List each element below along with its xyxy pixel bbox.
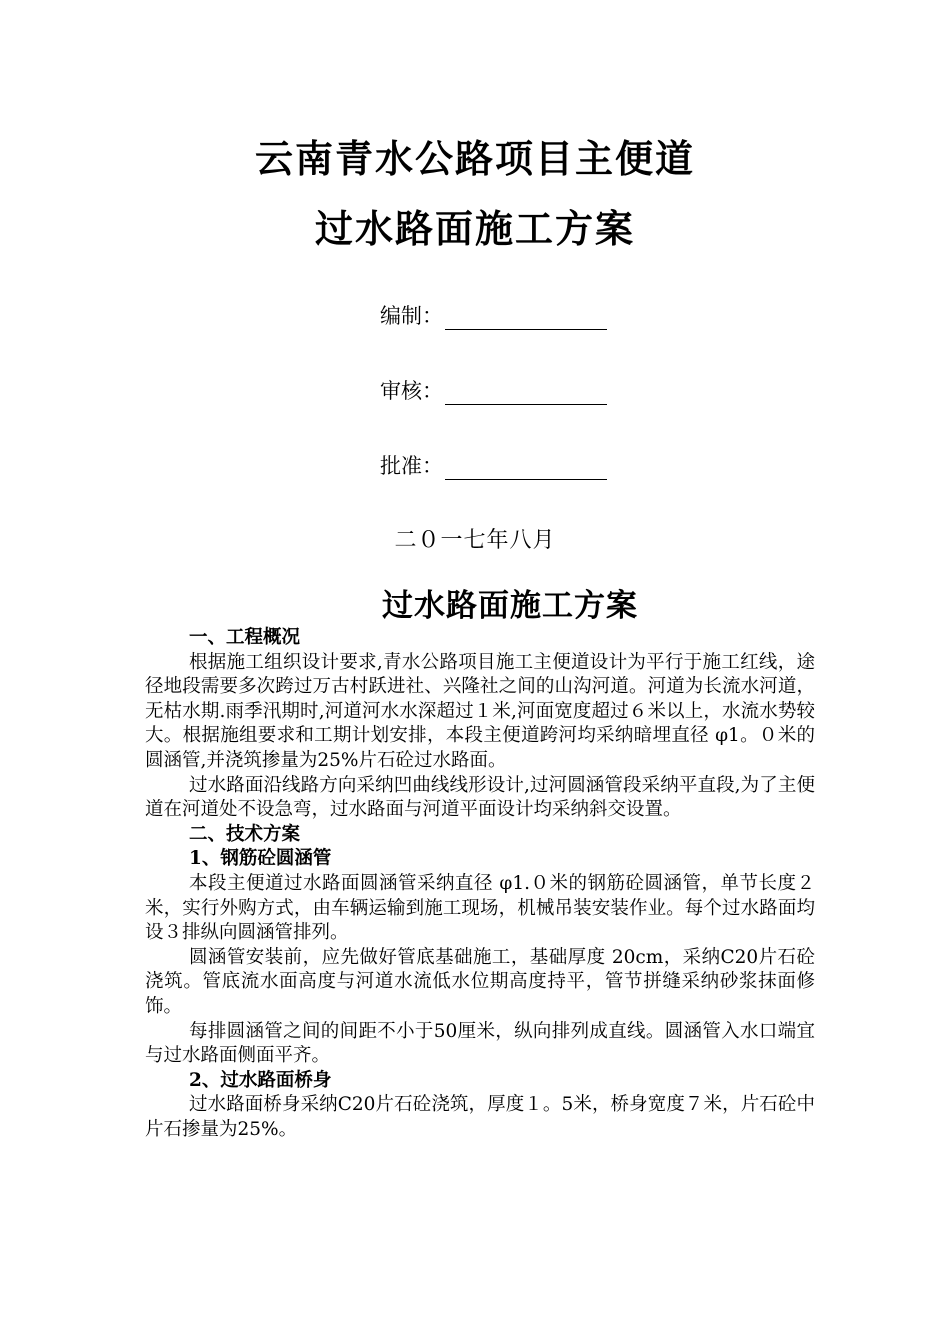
- culvert-paragraph-2: 圆涵管安装前，应先做好管底基础施工，基础厚度 20cm，采纳C20片石砼浇筑。管底流水面高度与河道水流低水位期高度持平，管节拼缝采纳砂浆抹面修饰。: [145, 946, 815, 1017]
- approve-sign-row: [380, 450, 607, 480]
- document-body: [145, 626, 815, 1142]
- compile-label: 编制：: [380, 304, 443, 328]
- road-body-paragraph-1: 过水路面桥身采纳C20片石砼浇筑，厚度１。5米，桥身宽度７米，片石砼中片石掺量为25%。: [145, 1094, 815, 1140]
- culvert-paragraph-1: 本段主便道过水路面圆涵管采纳直径 φ1.０米的钢筋砼圆涵管，单节长度２米，实行外购方式，由车辆运输到施工现场，机械吊装安装作业。每个过水路面均设３排纵向圆涵管排列。: [145, 872, 815, 944]
- cover-date: 二０一七年八月: [394, 528, 556, 553]
- subsection-heading-road-body: 2、过水路面桥身: [189, 1069, 332, 1091]
- document-title: 过水路面施工方案: [382, 588, 638, 624]
- review-sign-row: [380, 375, 607, 405]
- cover-title-line2: 过水路面施工方案: [314, 207, 635, 251]
- approve-label: 批准：: [380, 454, 443, 478]
- overview-paragraph-1: 根据施工组织设计要求,青水公路项目施工主便道设计为平行于施工红线，途径地段需要多次跨过万古村跃进社、兴隆社之间的山沟河道。河道为长流水河道，无枯水期.雨季汛期时,河道河水水深超过１米,河面宽度超过６米以上，水流水势较大。根据施组要求和工期计划安排，本段主便道跨河均采纳暗埋直径 φ1。０米的圆涵管,并浇筑掺量为25%片石砼过水路面。: [145, 651, 815, 771]
- compile-sign-row: [380, 300, 607, 330]
- compile-signature-line: [445, 307, 607, 330]
- review-signature-line: [445, 382, 607, 405]
- overview-paragraph-2: 过水路面沿线路方向采纳凹曲线线形设计,过河圆涵管段采纳平直段,为了主便道在河道处不设急弯，过水路面与河道平面设计均采纳斜交设置。: [145, 774, 815, 821]
- review-label: 审核：: [380, 379, 443, 403]
- approve-signature-line: [445, 457, 607, 480]
- cover-title-line1: 云南青水公路项目主便道: [254, 137, 695, 181]
- section-heading-technical: 二、技术方案: [189, 823, 301, 845]
- section-heading-overview: 一、工程概况: [189, 627, 301, 648]
- subsection-heading-culvert: 1、钢筋砼圆涵管: [189, 848, 332, 870]
- culvert-paragraph-3: 每排圆涵管之间的间距不小于50厘米，纵向排列成直线。圆涵管入水口端宜与过水路面侧面平齐。: [145, 1020, 815, 1067]
